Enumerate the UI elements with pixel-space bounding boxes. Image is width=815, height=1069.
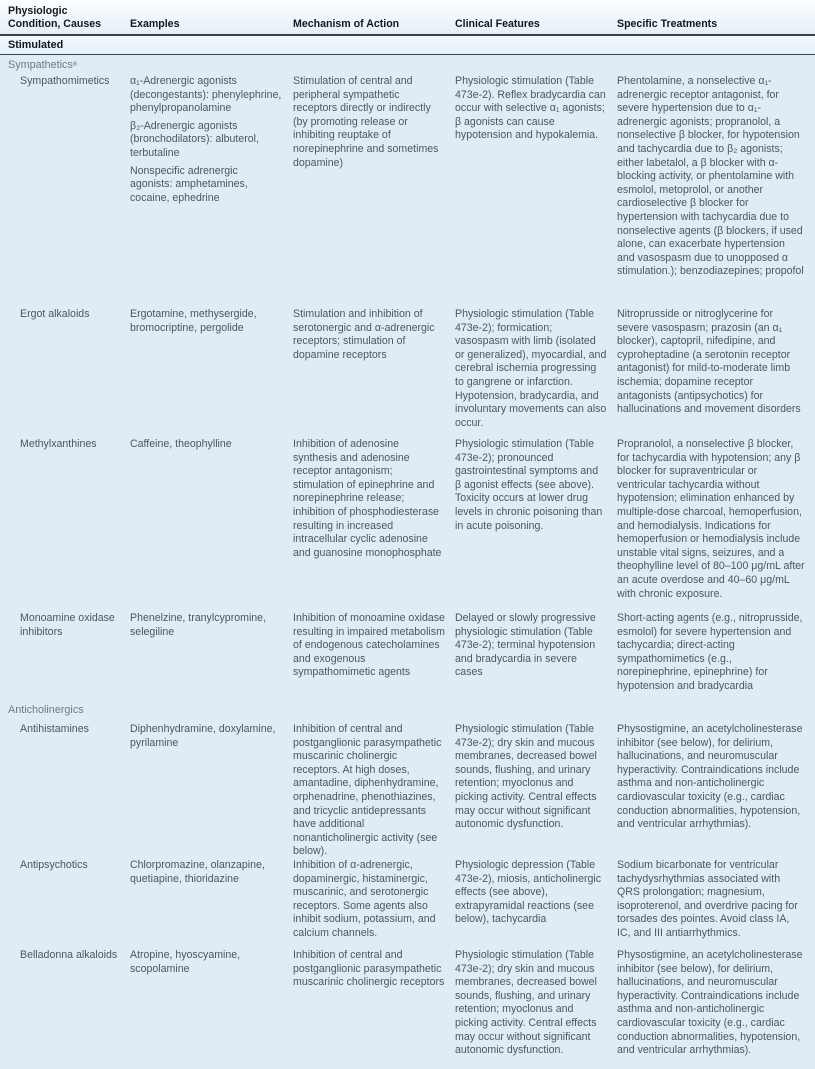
examples-cell xyxy=(130,859,293,886)
specific-treatments-cell: Physostigmine, an acetylcholinesterase inhibitor (see below), for delirium, hallucinations, and neuromuscular hyperactivity. Contraindications include asthma and non-anticholinergic cardiovascular toxicity (e.g., cardiac conduction abnormalities, hypotension, and ventricular arrhythmias). xyxy=(617,948,803,1057)
example-paragraph: Phenelzine, tranylcypromine, selegiline xyxy=(130,612,267,638)
condition-cell: Antihistamines xyxy=(20,723,89,735)
example-paragraph: Chlorpromazine, olanzapine, quetiapine, thioridazine xyxy=(130,858,265,885)
condition-cell: Methylxanthines xyxy=(20,438,97,450)
clinical-features-cell: Physiologic stimulation (Table 473e-2); dry skin and mucous membranes, decreased bowel sounds, flushing, and urinary retention; myoclonus and picking activity. Central effects may occur without significant autonomic dysfunction. xyxy=(455,723,597,831)
specific-treatments-cell: Short-acting agents (e.g., nitroprusside, esmolol) for severe hypertension and tachycardia; direct-acting sympathomimetics (e.g., norepinephrine, epinephrine) for hypotension and bradycardia xyxy=(617,612,803,692)
examples-cell xyxy=(130,612,293,639)
examples-cell xyxy=(130,75,293,205)
table-row-ergot-alkaloids xyxy=(0,308,815,438)
condition-cell: Sympathomimetics xyxy=(20,75,110,87)
condition-cell: Antipsychotics xyxy=(20,858,88,871)
clinical-features-cell: Physiologic stimulation (Table 473e-2); dry skin and mucous membranes, decreased bowel sounds, flushing, and urinary retention; myoclonus and picking activity. Central effects may occur without significant autonomic dysfunction. xyxy=(455,948,597,1057)
example-paragraph: α₁-Adrenergic agonists (decongestants): phenylephrine, phenylpropanolamine xyxy=(130,75,282,115)
condition-cell: Belladonna alkaloids xyxy=(20,948,118,961)
mechanism-cell: Inhibition of monoamine oxidase resulting in impaired metabolism of endogenous catecholamines and exogenous sympathomimetic agents xyxy=(293,612,445,679)
example-paragraph: Nonspecific adrenergic agonists: amphetamines, cocaine, ephedrine xyxy=(130,164,248,204)
clinical-features-cell: Physiologic depression (Table 473e-2), miosis, anticholinergic effects (see above), extrapyramidal reactions (see below), tachycardia xyxy=(455,858,602,926)
examples-cell xyxy=(130,438,293,452)
column-header-mechanism: Mechanism of Action xyxy=(293,17,400,30)
table-row-sympathomimetics xyxy=(0,75,815,308)
specific-treatments-cell: Physostigmine, an acetylcholinesterase inhibitor (see below), for delirium, hallucinations, and neuromuscular hyperactivity. Contraindications include asthma and non-anticholinergic cardiovascular toxicity (e.g., cardiac conduction abnormalities, hypotension, and ventricular arrhythmias). xyxy=(617,723,803,831)
condition-cell: Monoamine oxidase inhibitors xyxy=(20,612,115,638)
column-header-clinical: Clinical Features xyxy=(455,17,540,30)
column-header-condition: Physiologic Condition, Causes xyxy=(8,5,101,30)
table-row-methylxanthines xyxy=(0,438,815,612)
clinical-features-cell: Delayed or slowly progressive physiologic stimulation (Table 473e-2); terminal hypotension and bradycardia in severe cases xyxy=(455,612,596,679)
clinical-features-cell: Physiologic stimulation (Table 473e-2). Reflex bradycardia can occur with selective α₁ agonists; β agonists can cause hypotension and hypokalemia. xyxy=(455,75,606,142)
table-row-monoamine-oxidase-inhibitors xyxy=(0,612,815,700)
mechanism-cell: Inhibition of central and postganglionic parasympathetic muscarinic cholinergic receptors xyxy=(293,948,445,989)
table-row-antipsychotics xyxy=(0,859,815,949)
specific-treatments-cell: Nitroprusside or nitroglycerine for severe vasospasm; prazosin (an α₁ blocker), captopril, nifedipine, and cyproheptadine (a serotonin receptor antagonist) for mild-to-moderate limb ischemia; dopamine receptor antagonists (antipsychotics) for hallucinations and movement disorders xyxy=(617,308,801,416)
mechanism-cell: Inhibition of central and postganglionic parasympathetic muscarinic cholinergic receptors. At high doses, amantadine, diphenhydramine, orphenadrine, phenothiazines, and tricyclic antidepressants have additional nonanticholinergic activity (see below). xyxy=(293,723,442,858)
mechanism-cell: Inhibition of α-adrenergic, dopaminergic, histaminergic, muscarinic, and serotonergic receptors. Some agents also inhibit sodium, potassium, and calcium channels. xyxy=(293,858,436,939)
table-header-row xyxy=(0,0,815,36)
example-paragraph: Atropine, hyoscyamine, scopolamine xyxy=(130,948,241,975)
example-paragraph: β₂-Adrenergic agonists (bronchodilators): albuterol, terbutaline xyxy=(130,119,259,159)
examples-cell xyxy=(130,308,293,335)
column-header-examples: Examples xyxy=(130,17,180,30)
example-paragraph: Diphenhydramine, doxylamine, pyrilamine xyxy=(130,723,276,749)
mechanism-cell: Stimulation of central and peripheral sympathetic receptors directly or indirectly (by promoting release or inhibiting reuptake of norepinephrine and sometimes dopamine) xyxy=(293,75,439,169)
condition-cell: Ergot alkaloids xyxy=(20,308,90,320)
specific-treatments-cell: Phentolamine, a nonselective α₁-adrenergic receptor antagonist, for severe hypertension due to α₁-adrenergic agonists; propranolol, a nonselective β blocker, for hypotension and tachycardia due to β₂ agonists; either labetalol, a β blocker with α-blocking activity, or phentolamine with esmolol, metoprolol, or another cardioselective β blocker for hypertension with tachycardia due to nonselective agents (β blockers, if used alone, can exacerbate hypertension and vasospasm due to unopposed α stimulation.); benzodiazepines; propofol xyxy=(617,75,804,278)
table-row-belladonna-alkaloids xyxy=(0,949,815,1069)
subsection-header-sympathetics: Sympatheticsᵃ xyxy=(8,59,77,71)
example-paragraph: Caffeine, theophylline xyxy=(130,438,232,450)
subsection-header-anticholinergics: Anticholinergics xyxy=(8,704,84,716)
mechanism-cell: Stimulation and inhibition of serotonergic and α-adrenergic receptors; stimulation of dopamine receptors xyxy=(293,308,435,361)
mechanism-cell: Inhibition of adenosine synthesis and adenosine receptor antagonism; stimulation of epinephrine and norepinephrine release; inhibition of phosphodiesterase resulting in increased intracellular cyclic adenosine and guanosine monophosphate xyxy=(293,438,442,559)
section-header-stimulated: Stimulated xyxy=(0,36,815,55)
column-header-treatments: Specific Treatments xyxy=(617,17,718,30)
table-row-antihistamines xyxy=(0,723,815,859)
clinical-features-cell: Physiologic stimulation (Table 473e-2); formication; vasospasm with limb (isolated or generalized), myocardial, and cerebral ischemia progressing to gangrene or infarction. Hypotension, bradycardia, and involuntary movements can also occur. xyxy=(455,308,607,429)
examples-cell xyxy=(130,723,293,750)
examples-cell xyxy=(130,949,293,976)
clinical-features-cell: Physiologic stimulation (Table 473e-2); pronounced gastrointestinal symptoms and β agonist effects (see above). Toxicity occurs at lower drug levels in chronic poisoning than in acute poisoning. xyxy=(455,438,603,532)
specific-treatments-cell: Propranolol, a nonselective β blocker, for tachycardia with hypotension; any β blocker for supraventricular or ventricular tachycardia without hypotension; elimination enhanced by multiple-dose charcoal, hemoperfusion, and hemodialysis. Indications for hemoperfusion or hemodialysis include unstable vital signs, seizures, and a theophylline level of 80–100 μg/mL after an acute overdose and 40–60 μg/mL with chronic exposure. xyxy=(617,438,805,600)
specific-treatments-cell: Sodium bicarbonate for ventricular tachydysrhythmias associated with QRS prolongation; magnesium, isoproterenol, and overdrive pacing for torsades des pointes. Avoid class IA, IC, and III antiarrhythmics. xyxy=(617,858,798,939)
example-paragraph: Ergotamine, methysergide, bromocriptine, pergolide xyxy=(130,308,257,334)
